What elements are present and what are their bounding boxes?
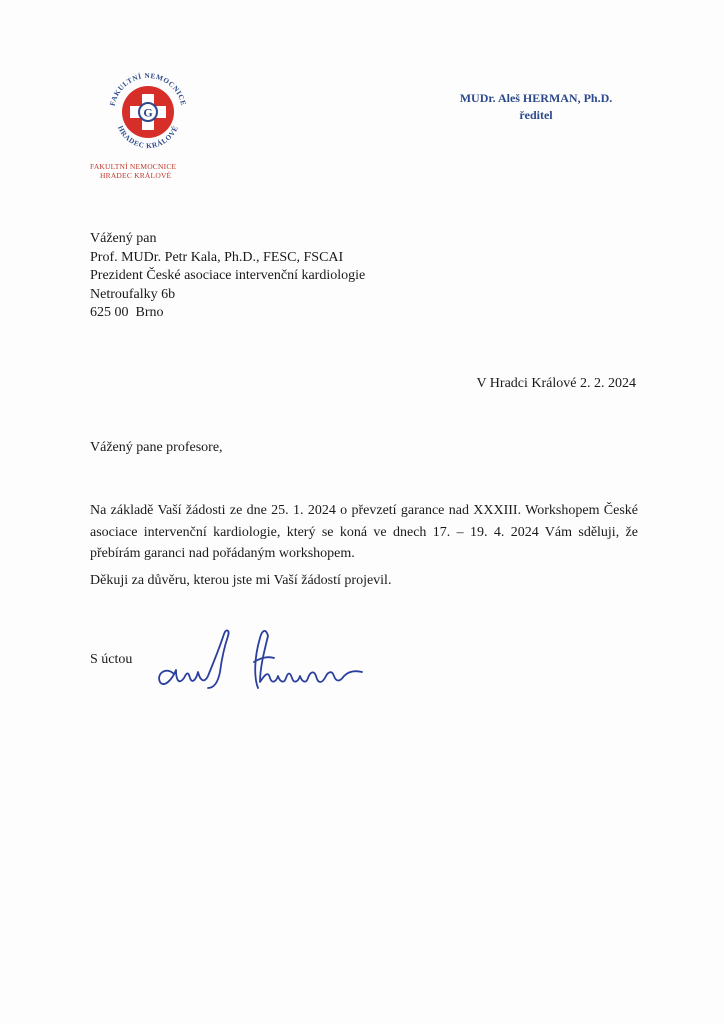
recipient-line: Vážený pan: [90, 231, 157, 246]
recipient-line: Prof. MUDr. Petr Kala, Ph.D., FESC, FSCAI: [90, 249, 344, 265]
hospital-logo-icon: [102, 66, 194, 158]
closing-line: S úctou: [90, 652, 133, 667]
salutation: Vážený pane profesore,: [90, 440, 223, 455]
svg-text:HRADEC KRÁLOVÉ: HRADEC KRÁLOVÉ: [116, 124, 180, 151]
svg-text:G: G: [143, 105, 153, 120]
recipient-line: 625 00 Brno: [90, 305, 164, 320]
recipient-address: [90, 230, 365, 323]
handwritten-signature-icon: [150, 622, 380, 702]
recipient-line: Netroufalky 6b: [90, 286, 176, 302]
director-name: MUDr. Aleš HERMAN, Ph.D.: [459, 91, 613, 105]
letter-body: Na základě Vaší žádosti ze dne 25. 1. 2024 o převzetí garance nad XXXIII. Workshopem České asociace intervenční kardiologie, který se koná ve dnech 17. – 19. 4. 2024 Vám sděluji, že přebírám garanci nad pořádaným workshopem.: [90, 503, 638, 561]
director-header: [436, 90, 636, 124]
hospital-name-caption: [88, 162, 208, 180]
letter-date: V Hradci Králové 2. 2. 2024: [476, 376, 636, 391]
thanks-line: Děkuji za důvěru, kterou jste mi Vaší žádostí projevil.: [90, 573, 392, 588]
logo-caption-line1: FAKULTNÍ NEMOCNICE: [90, 162, 177, 171]
recipient-line: Prezident České asociace intervenční kardiologie: [90, 268, 366, 283]
logo-caption-line2: HRADEC KRÁLOVÉ: [100, 171, 172, 180]
hospital-logo-block: [88, 66, 208, 180]
svg-text:FAKULTNÍ NEMOCNICE: FAKULTNÍ NEMOCNICE: [108, 71, 188, 107]
director-title: ředitel: [519, 108, 553, 122]
